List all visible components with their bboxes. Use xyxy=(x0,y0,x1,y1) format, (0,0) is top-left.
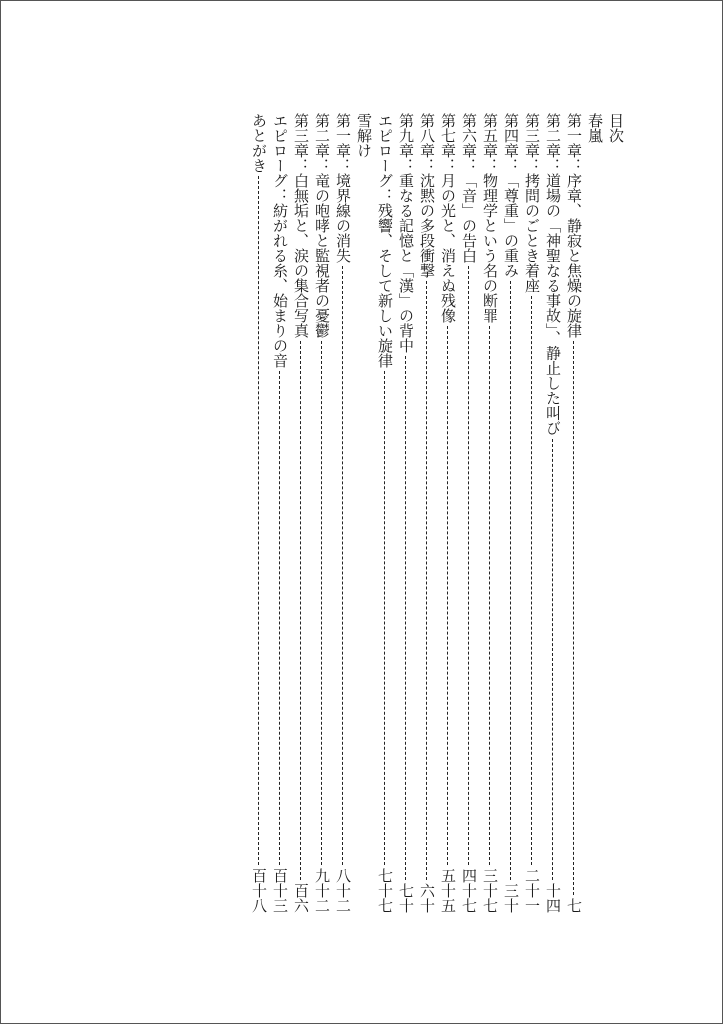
toc-entry-page: 六十 xyxy=(418,883,436,913)
leader-dots xyxy=(468,266,469,865)
toc-entry-label: 第一章：序章、静寂と焦燥の旋律 xyxy=(565,113,583,338)
part-heading-shunran: 春嵐 xyxy=(586,113,604,143)
toc-entry-label: 第六章：「音」の告白 xyxy=(460,113,478,263)
leader-dots xyxy=(279,371,280,865)
leader-dots xyxy=(552,439,553,881)
toc-entry-label: エピローグ：紡がれる糸、始まりの音 xyxy=(271,113,289,368)
leader-dots xyxy=(447,326,448,865)
toc-entry[interactable] xyxy=(332,113,353,913)
toc-entry[interactable] xyxy=(563,113,584,913)
toc-entry-page: 三十 xyxy=(502,883,520,913)
toc-entry-label: 第五章：物理学という名の断罪 xyxy=(481,113,499,323)
toc-entry-page: 二十一 xyxy=(523,868,541,913)
leader-dots xyxy=(384,371,385,865)
toc-entry-label: 第七章：月の光と、消えぬ残像 xyxy=(439,113,457,323)
toc-entry-label: 第九章：重なる記憶と「漢」の背中 xyxy=(397,113,415,353)
toc-entry-label: あとがき xyxy=(250,113,268,173)
leader-dots xyxy=(405,356,406,880)
leader-dots xyxy=(300,341,301,880)
toc-entry[interactable] xyxy=(500,113,521,913)
toc-entry-page: 四十七 xyxy=(460,868,478,913)
toc-entry-page: 百六 xyxy=(292,883,310,913)
toc-entry[interactable] xyxy=(479,113,500,913)
leader-dots xyxy=(489,326,490,865)
toc-entry-afterword[interactable] xyxy=(248,113,269,913)
toc-entry-label: 第二章：道場の「神聖なる事故」、静止した叫び xyxy=(544,113,562,436)
leader-dots xyxy=(258,176,259,865)
toc-entry-page: 百十八 xyxy=(250,868,268,913)
toc-title: 目次 xyxy=(607,113,625,143)
toc-entry[interactable] xyxy=(269,113,290,913)
toc-entry-page: 七十 xyxy=(397,883,415,913)
toc-entry[interactable] xyxy=(374,113,395,913)
toc-entry-label: 第三章：拷問のごとき着座 xyxy=(523,113,541,293)
toc-entry-page: 百十三 xyxy=(271,868,289,913)
table-of-contents xyxy=(248,113,626,913)
toc-entry[interactable] xyxy=(458,113,479,913)
leader-dots xyxy=(342,266,343,865)
toc-entry-page: 三十七 xyxy=(481,868,499,913)
toc-entry-page: 九十二 xyxy=(313,868,331,913)
toc-entry-label: 第二章：竜の咆哮と監視者の憂鬱 xyxy=(313,113,331,338)
toc-entry[interactable] xyxy=(311,113,332,913)
leader-dots xyxy=(510,281,511,880)
toc-entry[interactable] xyxy=(416,113,437,913)
toc-entry-page: 七 xyxy=(565,898,583,913)
toc-entry[interactable] xyxy=(290,113,311,913)
toc-entry-label: 第一章：境界線の消失 xyxy=(334,113,352,263)
leader-dots xyxy=(321,341,322,865)
leader-dots xyxy=(426,281,427,880)
part-heading-yukidoke: 雪解け xyxy=(355,113,373,158)
toc-entry[interactable] xyxy=(521,113,542,913)
toc-entry-label: 第四章：「尊重」の重み xyxy=(502,113,520,278)
toc-entry-page: 十四 xyxy=(544,883,562,913)
toc-entry[interactable] xyxy=(437,113,458,913)
toc-entry-page: 八十二 xyxy=(334,868,352,913)
toc-entry-page: 五十五 xyxy=(439,868,457,913)
toc-entry[interactable] xyxy=(542,113,563,913)
toc-entry-label: エピローグ：残響、そして新しい旋律 xyxy=(376,113,394,368)
leader-dots xyxy=(573,341,574,895)
toc-entry[interactable] xyxy=(395,113,416,913)
leader-dots xyxy=(531,296,532,865)
toc-entry-label: 第三章：白無垢と、涙の集合写真 xyxy=(292,113,310,338)
toc-entry-label: 第八章：沈黙の多段衝撃 xyxy=(418,113,436,278)
toc-entry-page: 七十七 xyxy=(376,868,394,913)
